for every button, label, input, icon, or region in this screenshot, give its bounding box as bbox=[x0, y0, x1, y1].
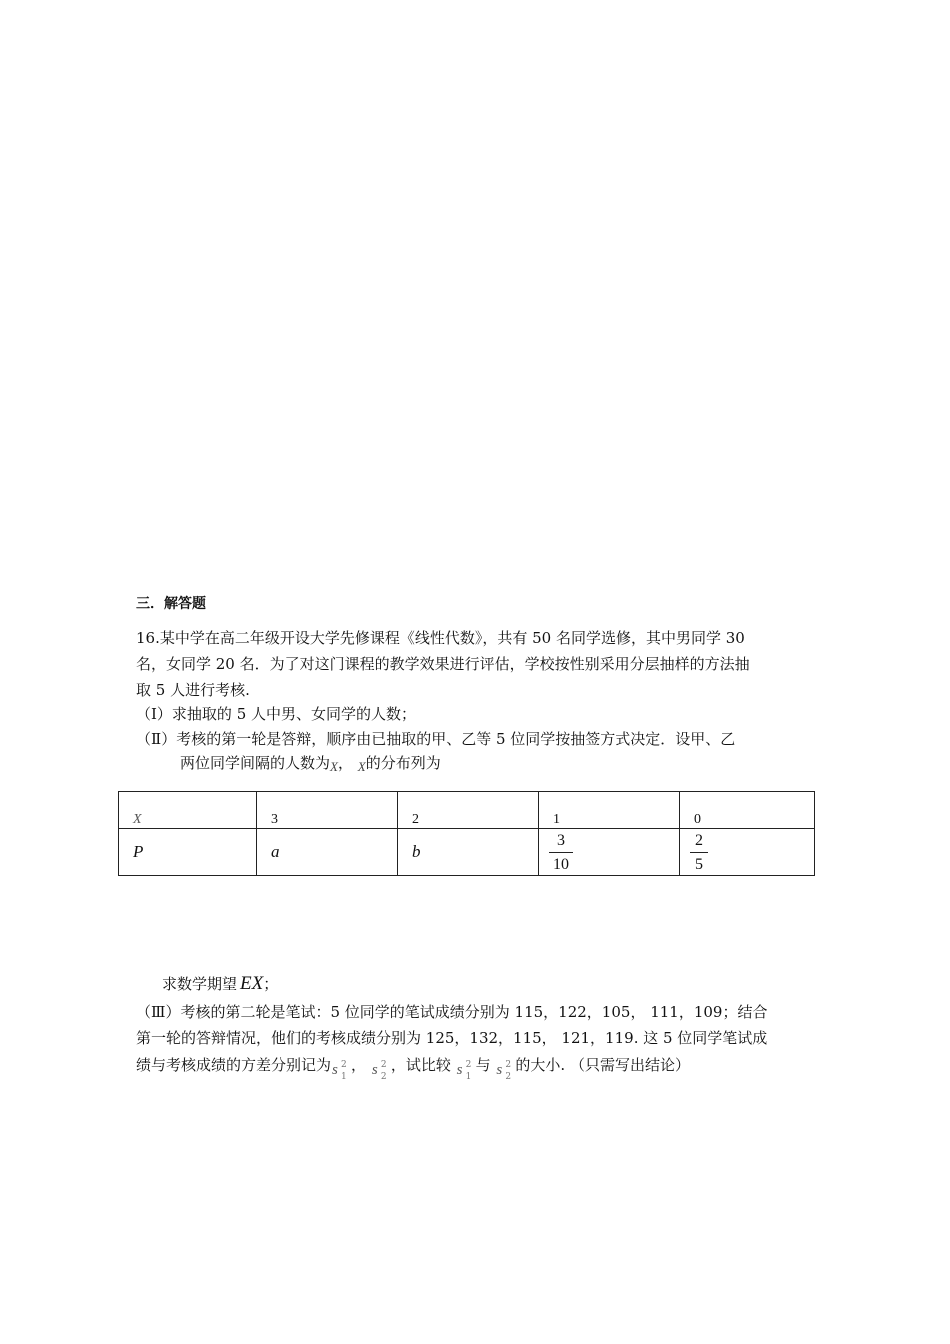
part1-text: （Ⅰ）求抽取的 5 人中男、女同学的人数； bbox=[136, 705, 417, 723]
variance-power: 2 bbox=[341, 1060, 347, 1070]
fraction-denominator: 5 bbox=[695, 855, 703, 873]
table-cell: 3 bbox=[257, 792, 398, 829]
table-cell bbox=[680, 829, 815, 876]
variance-base: s bbox=[332, 1062, 338, 1078]
variance-power: 2 bbox=[465, 1060, 472, 1070]
problem-intro-line-1: 16.某中学在高二年级开设大学先修课程《线性代数》，共有 50 名同学选修，其中男同学 30 bbox=[136, 629, 745, 647]
part2-ask bbox=[162, 974, 278, 994]
expectation-ex: EX bbox=[240, 973, 264, 994]
variance-s2-squared bbox=[371, 1056, 391, 1082]
table-cell bbox=[539, 829, 680, 876]
table-row bbox=[119, 829, 815, 876]
fraction-bar bbox=[549, 852, 573, 853]
table-cell-p-label: P bbox=[119, 829, 257, 876]
part3-text-e: 的大小. （只需写出结论） bbox=[515, 1056, 690, 1074]
variable-x: X bbox=[330, 759, 338, 774]
table-cell-x-label: X bbox=[119, 792, 257, 829]
variance-s2-squared bbox=[495, 1056, 515, 1082]
fraction-three-tenths bbox=[549, 831, 573, 874]
variance-base: s bbox=[371, 1062, 378, 1078]
part3-line-2: 第一轮的答辩情况，他们的考核成绩分别为 125，132，115， 121，119. 这 5 位同学笔试成 bbox=[136, 1029, 768, 1047]
part3-line-3 bbox=[136, 1055, 690, 1082]
problem-intro-line-2: 名，女同学 20 名．为了对这门课程的教学效果进行评估，学校按性别采用分层抽样的方法抽 bbox=[136, 655, 750, 673]
variance-power: 2 bbox=[380, 1060, 387, 1070]
part2-line-2 bbox=[180, 753, 441, 774]
table-cell: b bbox=[398, 829, 539, 876]
table-row bbox=[119, 792, 815, 829]
variance-index: 2 bbox=[380, 1072, 387, 1082]
part2-text-a: 两位同学间隔的人数为 bbox=[180, 754, 331, 772]
table-cell: 1 bbox=[539, 792, 680, 829]
fraction-numerator: 2 bbox=[695, 831, 703, 849]
section-title: 三．解答题 bbox=[136, 596, 206, 612]
variance-power: 2 bbox=[505, 1060, 512, 1070]
variance-s1-squared bbox=[331, 1056, 351, 1082]
distribution-table bbox=[118, 791, 815, 876]
part2-ask-end: ； bbox=[263, 975, 279, 993]
part2-text-c: 的分布列为 bbox=[365, 754, 441, 772]
part3-text-d: 与 bbox=[475, 1056, 491, 1074]
part2-text-b: ， bbox=[337, 754, 353, 772]
part3-text-b: ， bbox=[351, 1056, 367, 1074]
problem-intro-line-3: 取 5 人进行考核. bbox=[136, 681, 250, 699]
part3-text-c: ，试比较 bbox=[390, 1056, 451, 1074]
variance-index: 1 bbox=[465, 1072, 472, 1082]
fraction-denominator: 10 bbox=[553, 855, 569, 873]
variable-x: X bbox=[357, 759, 366, 774]
variance-index: 2 bbox=[505, 1072, 512, 1082]
variance-index: 1 bbox=[341, 1072, 347, 1082]
variance-base: s bbox=[496, 1062, 503, 1078]
table-cell: 0 bbox=[680, 792, 815, 829]
fraction-two-fifths bbox=[690, 831, 708, 874]
table-cell: a bbox=[257, 829, 398, 876]
part2-line-1: （Ⅱ）考核的第一轮是答辩，顺序由已抽取的甲、乙等 5 位同学按抽签方式决定．设甲、乙 bbox=[136, 730, 736, 748]
variance-s1-squared bbox=[456, 1056, 476, 1082]
part3-text-a: 绩与考核成绩的方差分别记为 bbox=[136, 1056, 332, 1074]
part2-ask-text: 求数学期望 bbox=[162, 975, 238, 993]
variance-base: s bbox=[456, 1062, 463, 1078]
fraction-numerator: 3 bbox=[557, 831, 565, 849]
fraction-bar bbox=[690, 852, 708, 853]
table-cell: 2 bbox=[398, 792, 539, 829]
part3-line-1: （Ⅲ）考核的第二轮是笔试：5 位同学的笔试成绩分别为 115，122，105， 111，109；结合 bbox=[136, 1003, 768, 1021]
